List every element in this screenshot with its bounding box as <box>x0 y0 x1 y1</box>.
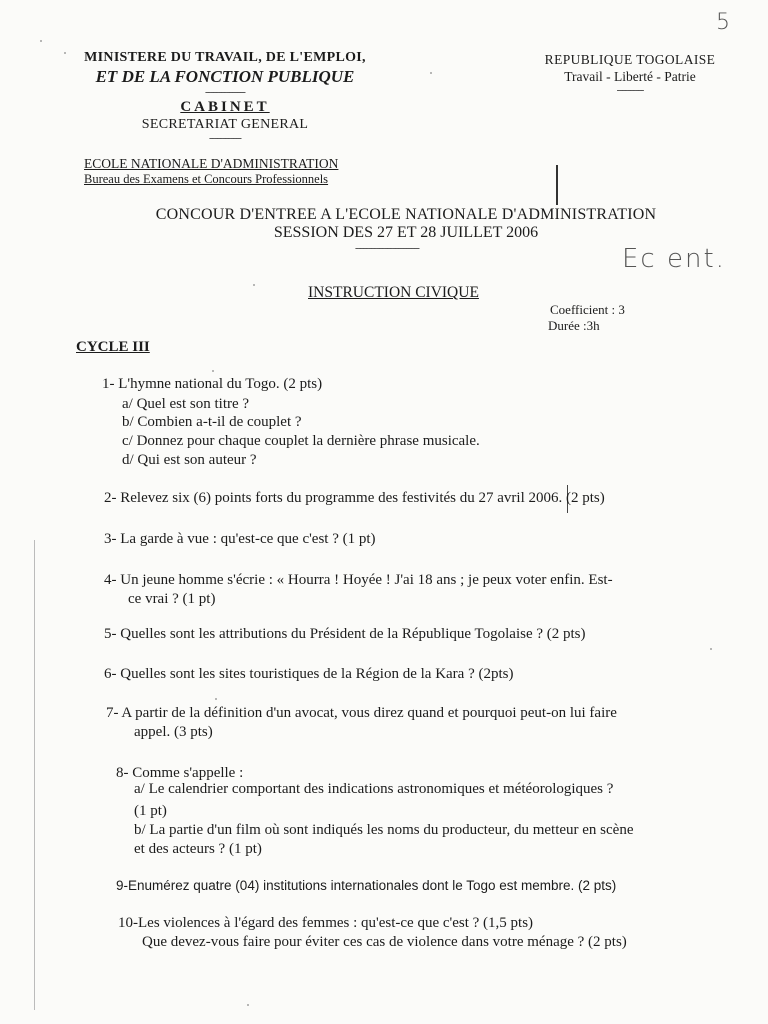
question-4-line-2: ce vrai ? (1 pt) <box>128 591 216 607</box>
coefficient: Coefficient : 3 <box>550 302 625 317</box>
question-4-line-1: 4- Un jeune homme s'écrie : « Hourra ! Hoyée ! J'ai 18 ans ; je peux voter enfin. Est- <box>104 572 613 588</box>
question-1-b: b/ Combien a-t-il de couplet ? <box>122 414 302 430</box>
ministry-line-1: MINISTERE DU TRAVAIL, DE L'EMPLOI, <box>84 50 366 65</box>
scan-speck <box>253 284 255 286</box>
separator: ---------- <box>616 84 644 96</box>
question-8-a-line-2: (1 pt) <box>134 803 167 819</box>
scan-line <box>556 165 558 205</box>
scan-edge <box>34 540 35 1010</box>
scan-speck <box>247 1004 249 1006</box>
question-8-b-line-2: et des acteurs ? (1 pt) <box>134 841 262 857</box>
republic-name: REPUBLIQUE TOGOLAISE <box>544 52 716 67</box>
bureau-name: Bureau des Examens et Concours Professionnels <box>84 172 329 186</box>
question-7-line-2: appel. (3 pts) <box>134 724 213 740</box>
separator: --------------- <box>205 86 245 98</box>
separator: ------------ <box>209 132 241 144</box>
page-number: 5 <box>716 10 730 35</box>
question-2: 2- Relevez six (6) points forts du programme des festivités du 27 avril 2006. (2 pts) <box>104 490 605 506</box>
cabinet-label: CABINET <box>180 99 270 115</box>
scan-speck <box>215 698 217 700</box>
question-10-line-2: Que devez-vous faire pour éviter ces cas de violence dans votre ménage ? (2 pts) <box>142 934 627 950</box>
ministry-header <box>60 50 390 143</box>
question-1: 1- L'hymne national du Togo. (2 pts) <box>102 376 323 392</box>
scan-speck <box>40 40 42 42</box>
exam-session: SESSION DES 27 ET 28 JUILLET 2006 <box>273 224 539 241</box>
question-8-a-line-1: a/ Le calendrier comportant des indications astronomiques et météorologiques ? <box>134 781 614 797</box>
question-9: 9-Enumérez quatre (04) institutions internationales dont le Togo est membre. (2 pts) <box>116 878 617 893</box>
school-name: ECOLE NATIONALE D'ADMINISTRATION <box>84 156 339 171</box>
handwritten-note: Ec ent. <box>622 244 726 274</box>
question-8: 8- Comme s'appelle : <box>116 765 244 781</box>
question-5: 5- Quelles sont les attributions du Président de la République Togolaise ? (2 pts) <box>104 626 586 642</box>
question-1-c: c/ Donnez pour chaque couplet la dernière phrase musicale. <box>122 433 480 449</box>
question-1-a: a/ Quel est son titre ? <box>122 396 250 412</box>
secretariat-label: SECRETARIAT GENERAL <box>141 117 309 132</box>
scan-speck <box>212 370 214 372</box>
question-3: 3- La garde à vue : qu'est-ce que c'est ? (1 pt) <box>104 531 376 547</box>
exam-title: CONCOUR D'ENTREE A L'ECOLE NATIONALE D'ADMINISTRATION <box>155 206 657 223</box>
separator: ------------------------ <box>355 242 419 254</box>
scan-speck <box>710 648 712 650</box>
republic-header <box>520 52 740 95</box>
republic-motto: Travail - Liberté - Patrie <box>564 69 696 84</box>
duration: Durée :3h <box>548 318 600 333</box>
question-10-line-1: 10-Les violences à l'égard des femmes : qu'est-ce que c'est ? (1,5 pts) <box>118 915 534 931</box>
ministry-line-2: ET DE LA FONCTION PUBLIQUE <box>95 67 355 86</box>
question-6: 6- Quelles sont les sites touristiques de la Région de la Kara ? (2pts) <box>104 666 514 682</box>
question-8-b-line-1: b/ La partie d'un film où sont indiqués les noms du producteur, du metteur en scène <box>134 822 634 838</box>
scan-speck <box>430 72 432 74</box>
subject-title: INSTRUCTION CIVIQUE <box>308 284 479 301</box>
question-7-line-1: 7- A partir de la définition d'un avocat, vous direz quand et pourquoi peut-on lui faire <box>106 705 617 721</box>
cycle-label: CYCLE III <box>76 339 150 355</box>
question-1-d: d/ Qui est son auteur ? <box>122 452 257 468</box>
